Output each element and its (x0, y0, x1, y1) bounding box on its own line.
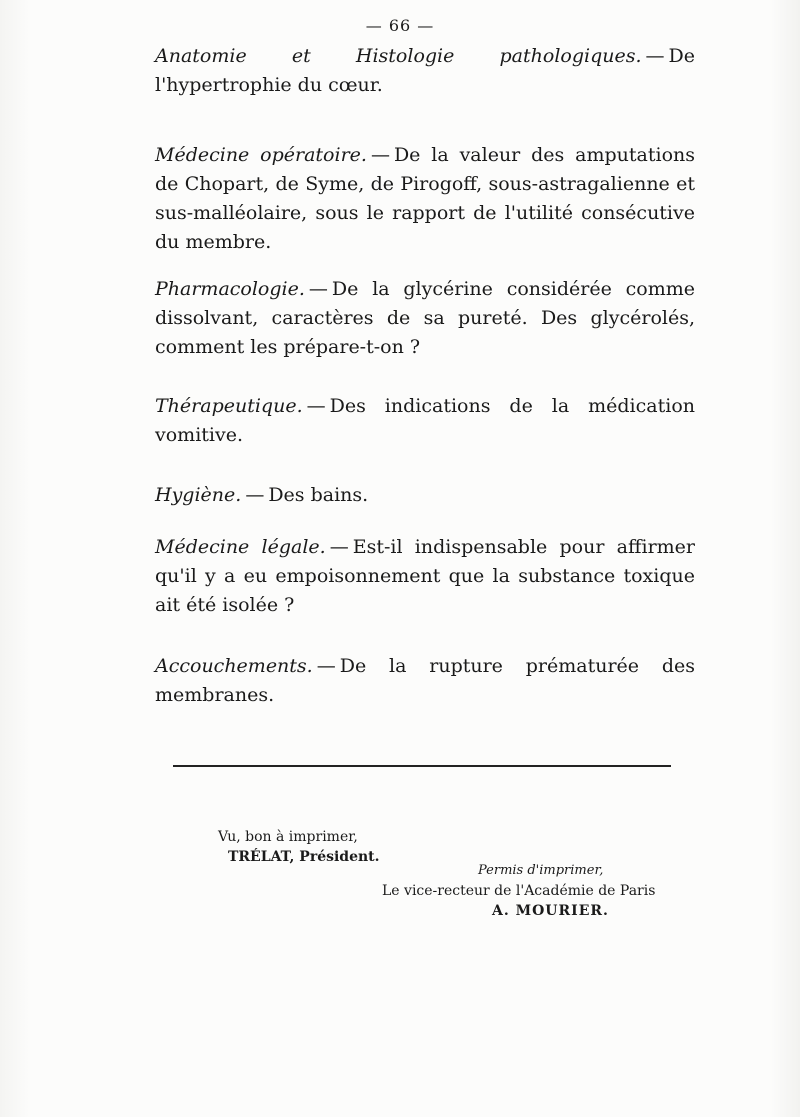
section-topic: Pharmacologie. (155, 278, 305, 300)
section-text: De la valeur des amputations de Chopart, de Syme, de Pirogoff, sous-astragalienne et sus-malléolaire, sous le rapport de l'utilité consécutive du membre. (155, 144, 695, 253)
section-topic: Thérapeutique. (155, 395, 303, 417)
horizontal-rule (173, 765, 671, 767)
section-medecine-legale: Médecine légale. — Est-il indispensable pour affirmer qu'il y a eu empoisonnement que la substance toxique ait été isolée ? (155, 536, 695, 616)
imprimatur-signatory: A. MOURIER. (492, 903, 609, 919)
section-topic: Médecine opératoire. (155, 144, 367, 166)
section-topic: Accouchements. (155, 655, 313, 677)
page-number: — 66 — (365, 16, 435, 35)
section-pharmacologie: Pharmacologie. — De la glycérine considérée comme dissolvant, caractères de sa pureté. Des glycérolés, comment les prépare-t-on ? (155, 278, 695, 358)
imprimatur-permis: Permis d'imprimer, (478, 863, 604, 878)
section-text: De la glycérine considérée comme dissolvant, caractères de sa pureté. Des glycérolés, comment les prépare-t-on ? (155, 278, 695, 358)
section-medecine-operatoire: Médecine opératoire. — De la valeur des amputations de Chopart, de Syme, de Pirogoff, sous-astragalienne et sus-malléolaire, sous le rapport de l'utilité consécutive du membre. (155, 144, 695, 253)
imprimatur-vu-bon: Vu, bon à imprimer, (218, 829, 358, 845)
section-topic: Médecine légale. (155, 536, 326, 558)
section-accouchements: Accouchements. — De la rupture prématurée des membranes. (155, 655, 695, 706)
section-anatomie: Anatomie et Histologie pathologiques. — De l'hypertrophie du cœur. (155, 45, 695, 96)
imprimatur-president: TRÉLAT, Président. (228, 849, 380, 865)
section-text: Des indications de la médication vomitive. (155, 395, 695, 446)
imprimatur-vice-recteur: Le vice-recteur de l'Académie de Paris (382, 883, 656, 899)
section-hygiene: Hygiène. — Des bains. (155, 484, 369, 506)
section-topic: Anatomie et Histologie pathologiques. (155, 45, 642, 67)
section-text: Est-il indispensable pour affirmer qu'il y a eu empoisonnement que la substance toxique ait été isolée ? (155, 536, 695, 616)
section-therapeutique: Thérapeutique. — Des indications de la médication vomitive. (155, 395, 695, 446)
section-text: De la rupture prématurée des membranes. (155, 655, 695, 706)
section-text: De l'hypertrophie du cœur. (155, 45, 695, 96)
section-text: Des bains. (268, 484, 369, 506)
section-topic: Hygiène. (155, 484, 242, 506)
